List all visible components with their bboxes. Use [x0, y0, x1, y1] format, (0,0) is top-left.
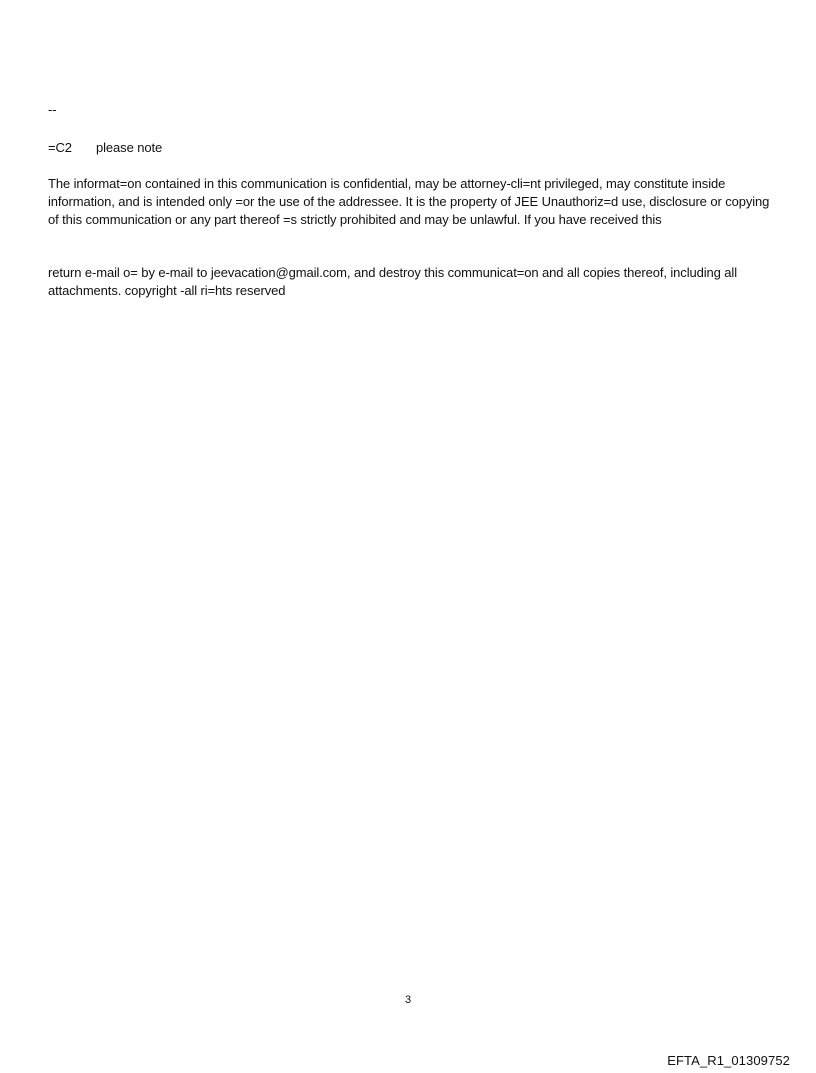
email-separator: -- [48, 102, 57, 117]
note-code: =C2 [48, 140, 72, 155]
confidentiality-paragraph: The informat=on contained in this communication is confidential, may be attorney-cli=nt privileged, may constitute inside information, and is intended only =or the use of the addressee. It is the property of JEE Unauthoriz=d use, disclosure or copying of this communication or any part thereof =s strictly prohibited and may be unlawful. If you have received this [48, 176, 770, 227]
note-line [48, 139, 772, 157]
note-label: please note [96, 140, 163, 155]
document-id: EFTA_R1_01309752 [667, 1053, 790, 1068]
page-number: 3 [404, 994, 412, 1006]
return-instructions-paragraph: return e-mail o= by e-mail to jeevacation@gmail.com, and destroy this communicat=on and all copies thereof, including all attachments. copyright -all ri=hts reserved [48, 265, 738, 298]
